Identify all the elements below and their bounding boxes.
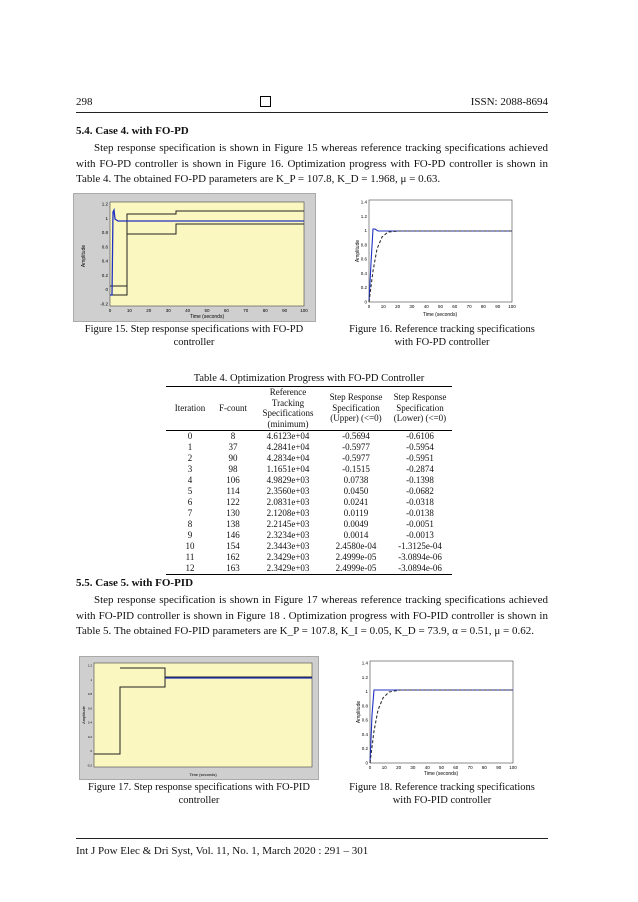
y-tick-label: 0.2 xyxy=(361,746,368,752)
table-cell: -0.0682 xyxy=(406,486,434,496)
y-tick-label: 1.2 xyxy=(361,674,368,680)
fig16-ylabel: Amplitude xyxy=(355,239,361,263)
x-tick-label: 20 xyxy=(395,304,401,309)
y-tick-label: 0.8 xyxy=(361,703,368,709)
x-tick-label: 60 xyxy=(452,304,458,309)
table-cell: 4.2834e+04 xyxy=(266,453,310,463)
x-tick-label: 90 xyxy=(282,308,288,313)
y-tick-label: 0.8 xyxy=(101,230,108,236)
table-cell: 37 xyxy=(228,442,238,452)
table-row xyxy=(166,486,452,497)
y-tick-label: 0.2 xyxy=(360,285,367,291)
x-tick-label: 40 xyxy=(185,308,191,313)
table-cell: 146 xyxy=(226,530,240,540)
x-tick-label: 0 xyxy=(108,308,112,313)
x-tick-label: 100 xyxy=(508,304,516,309)
y-tick-label: 0 xyxy=(365,760,368,766)
table-row xyxy=(166,453,452,464)
table-cell: -0.5951 xyxy=(406,453,434,463)
col-header: Step Response Specification (Upper) (<=0) xyxy=(324,387,388,430)
table-row xyxy=(166,431,452,443)
x-tick-label: 100 xyxy=(509,765,517,770)
table-cell: 163 xyxy=(214,563,252,575)
table-cell: 4.9829e+03 xyxy=(266,475,310,485)
table-cell: 0.0241 xyxy=(343,497,369,507)
x-tick-label: 80 xyxy=(481,765,487,770)
table-cell: 5 xyxy=(187,486,193,496)
x-tick-label: 50 xyxy=(204,308,210,313)
table-cell: 2.4999e-05 xyxy=(324,563,388,575)
x-tick-label: 0 xyxy=(368,765,372,770)
x-tick-label: 30 xyxy=(409,304,415,309)
table-row xyxy=(166,563,452,575)
table-cell: 11 xyxy=(185,552,195,562)
table-row xyxy=(166,442,452,453)
header-rule xyxy=(76,112,548,113)
table-cell: 6 xyxy=(187,497,193,507)
col-header: Reference Tracking Specifications (minimum) xyxy=(252,387,324,430)
fig18-xlabel: Time (seconds) xyxy=(423,771,459,777)
journal-box-icon xyxy=(260,96,271,109)
table-cell: -0.0051 xyxy=(406,519,434,529)
table-cell: -3.0894e-06 xyxy=(388,563,452,575)
x-tick-label: 60 xyxy=(453,765,459,770)
table-cell: 2.3429e+03 xyxy=(252,563,324,575)
table-row xyxy=(166,519,452,530)
y-tick-label: 1 xyxy=(365,689,368,695)
x-tick-label: 70 xyxy=(467,765,473,770)
table-cell: 3 xyxy=(187,464,193,474)
table-cell: 2.4999e-05 xyxy=(335,552,377,562)
x-tick-label: 70 xyxy=(466,304,472,309)
fig18-ylabel: Amplitude xyxy=(356,700,362,724)
table-row xyxy=(166,530,452,541)
x-tick-label: 90 xyxy=(496,765,502,770)
x-tick-label: 30 xyxy=(410,765,416,770)
figure-16-plot xyxy=(354,193,522,319)
table-cell: 90 xyxy=(228,453,238,463)
table-cell: 0.0738 xyxy=(343,475,369,485)
table-row xyxy=(166,541,452,552)
y-tick-label: 0.4 xyxy=(101,258,108,264)
issn: ISSN: 2088-8694 xyxy=(470,96,548,108)
x-tick-label: 10 xyxy=(381,765,387,770)
table-cell: 9 xyxy=(187,530,193,540)
table-cell: 98 xyxy=(228,464,238,474)
table-cell: -0.5954 xyxy=(406,442,434,452)
table-cell: 2.4580e-04 xyxy=(335,541,377,551)
table-4 xyxy=(166,386,452,575)
x-tick-label: 20 xyxy=(146,308,152,313)
table-cell: -0.0013 xyxy=(406,530,434,540)
y-tick-label: 1 xyxy=(364,228,367,234)
table-cell: 8 xyxy=(230,431,236,441)
table-cell: 4 xyxy=(187,475,193,485)
y-tick-label: 1.2 xyxy=(360,213,367,219)
x-tick-label: 90 xyxy=(495,304,501,309)
table-4-caption: Table 4. Optimization Progress with FO-PD Controller xyxy=(193,373,425,384)
table-cell: 0.0049 xyxy=(343,519,369,529)
footer-citation: Int J Pow Elec & Dri Syst, Vol. 11, No. 1, March 2020 : 291 – 301 xyxy=(76,845,369,857)
table-cell: 138 xyxy=(226,519,240,529)
x-tick-label: 0 xyxy=(367,304,371,309)
x-tick-label: 80 xyxy=(480,304,486,309)
figure-15-caption: Figure 15. Step response specifications with FO-PD controller xyxy=(84,324,304,348)
x-tick-label: 50 xyxy=(437,304,444,309)
table-cell: 2.1208e+03 xyxy=(266,508,310,518)
x-tick-label: 10 xyxy=(126,308,132,313)
table-cell: -0.5694 xyxy=(342,431,370,441)
x-tick-label: 70 xyxy=(243,308,249,313)
table-cell: 106 xyxy=(226,475,240,485)
y-tick-label: 1 xyxy=(90,677,92,682)
y-tick-label: 0.6 xyxy=(101,244,108,250)
page-number: 298 xyxy=(76,96,93,108)
x-tick-label: 50 xyxy=(438,765,445,770)
figure-18 xyxy=(355,655,523,778)
table-cell: -0.5977 xyxy=(342,442,370,452)
y-tick-label: 1.4 xyxy=(360,199,367,205)
table-cell: 2.2145e+03 xyxy=(266,519,310,529)
y-tick-label: 1.2 xyxy=(87,663,92,668)
fig15-ylabel: Amplitude xyxy=(81,244,87,268)
y-tick-label: 0 xyxy=(364,299,367,305)
table-cell: 0.0119 xyxy=(343,508,369,518)
table-cell: -0.5977 xyxy=(342,453,370,463)
table-row xyxy=(166,508,452,519)
y-tick-label: 0.2 xyxy=(101,272,108,278)
figure-16-caption: Figure 16. Reference tracking specifications with FO-PD controller xyxy=(349,324,535,348)
x-tick-label: 30 xyxy=(165,308,171,313)
table-cell: -0.1398 xyxy=(406,475,434,485)
table-cell: -0.0318 xyxy=(406,497,434,507)
table-row xyxy=(166,475,452,486)
table-cell: 162 xyxy=(226,552,240,562)
table-cell: 2 xyxy=(187,453,193,463)
y-tick-label: 0 xyxy=(90,749,92,754)
table-cell: -0.0138 xyxy=(406,508,434,518)
figure-16 xyxy=(354,193,522,319)
y-tick-label: 0.8 xyxy=(87,692,92,697)
x-tick-label: 40 xyxy=(423,304,429,309)
y-tick-label: 0.6 xyxy=(360,256,367,262)
table-cell: 2.3560e+03 xyxy=(266,486,310,496)
figure-17-plot xyxy=(80,657,318,779)
table-cell: 2.3234e+03 xyxy=(266,530,310,540)
table-cell: 0 xyxy=(187,431,193,441)
table-cell: 2.3443e+03 xyxy=(266,541,310,551)
table-cell: 0.0450 xyxy=(343,486,369,496)
fig16-xlabel: Time (seconds) xyxy=(422,312,458,318)
table-row xyxy=(166,552,452,563)
y-tick-label: -0.2 xyxy=(86,763,92,768)
table-cell: 12 xyxy=(166,563,214,575)
x-tick-label: 60 xyxy=(223,308,229,313)
x-tick-label: 100 xyxy=(300,308,308,313)
figure-18-caption: Figure 18. Reference tracking specifications with FO-PID controller xyxy=(349,782,535,806)
table-cell: 1 xyxy=(187,442,193,452)
figure-17 xyxy=(79,656,319,780)
y-tick-label: 1 xyxy=(105,215,108,221)
table-cell: -0.1515 xyxy=(342,464,370,474)
paragraph-text: Step response specification is shown in Figure 15 whereas reference tracking specifications achieved with FO-PD controller is shown in Figure 16. Optimization progress with FO-PD controller is shown in Table 4. The obtained FO-PD parameters are K_P = 107.8, K_D = 1.968, μ = 0.63. xyxy=(76,142,548,185)
figure-15-plot xyxy=(74,194,315,321)
y-tick-label: 0.4 xyxy=(360,270,367,276)
table-cell: 2.0831e+03 xyxy=(266,497,310,507)
footer-rule xyxy=(76,838,548,839)
table-cell: 0.0014 xyxy=(343,530,369,540)
col-header: F-count xyxy=(214,387,252,430)
table-cell: 114 xyxy=(226,486,240,496)
fig15-xlabel: Time (seconds) xyxy=(189,314,225,320)
table-cell: 8 xyxy=(187,519,193,529)
figure-17-caption: Figure 17. Step response specifications with FO-PID controller xyxy=(88,782,310,806)
table-cell: 4.2841e+04 xyxy=(266,442,310,452)
x-tick-label: 20 xyxy=(396,765,402,770)
y-tick-label: 0 xyxy=(105,287,108,293)
y-tick-label: 1.4 xyxy=(361,660,368,666)
fig17-ylabel: Amplitude xyxy=(81,706,86,724)
table-cell: -3.0894e-06 xyxy=(398,552,442,562)
table-cell: 130 xyxy=(226,508,240,518)
paragraph-text: Step response specification is shown in Figure 17 whereas reference tracking specifications achieved with FO-PID controller is shown in Figure 18 . Optimization progress with FO-PID controller is shown in Table 5. The obtained FO-PID parameters are K_P = 107.8, K_I = 0.05, K_D = 73.9, α = 0.51, μ = 0.62. xyxy=(76,594,548,637)
y-tick-label: -0.2 xyxy=(100,301,108,307)
table-cell: -0.2874 xyxy=(406,464,434,474)
y-tick-label: 0.8 xyxy=(360,242,367,248)
figure-18-plot xyxy=(355,655,523,778)
table-cell: 2.3429e+03 xyxy=(266,552,310,562)
table-cell: 4.6123e+04 xyxy=(266,431,310,441)
y-tick-label: 0.6 xyxy=(361,717,368,723)
figure-15 xyxy=(73,193,316,322)
table-cell: 7 xyxy=(187,508,193,518)
section-paragraph-5-4 xyxy=(76,141,548,188)
col-header: Step Response Specification (Lower) (<=0) xyxy=(388,387,452,430)
x-tick-label: 40 xyxy=(424,765,430,770)
table-cell: -1.3125e-04 xyxy=(398,541,442,551)
table-row xyxy=(166,464,452,475)
x-tick-label: 10 xyxy=(380,304,386,309)
y-tick-label: 0.4 xyxy=(361,731,368,737)
col-header: Iteration xyxy=(166,387,214,430)
section-paragraph-5-5 xyxy=(76,593,548,640)
y-tick-label: 1.2 xyxy=(101,201,108,207)
table-cell: 122 xyxy=(226,497,240,507)
y-tick-label: 0.6 xyxy=(87,706,92,711)
y-tick-label: 0.4 xyxy=(87,720,92,725)
section-heading-5-5: 5.5. Case 5. with FO-PID xyxy=(76,577,194,589)
table-row xyxy=(166,497,452,508)
table-cell: -0.6106 xyxy=(406,431,434,441)
x-tick-label: 80 xyxy=(262,308,268,313)
fig17-xlabel: Time (seconds) xyxy=(189,772,217,777)
table-cell: 10 xyxy=(185,541,195,551)
table-cell: 1.1651e+04 xyxy=(266,464,310,474)
table-cell: 154 xyxy=(226,541,240,551)
section-heading-5-4: 5.4. Case 4. with FO-PD xyxy=(76,125,189,137)
y-tick-label: 0.2 xyxy=(87,734,92,739)
